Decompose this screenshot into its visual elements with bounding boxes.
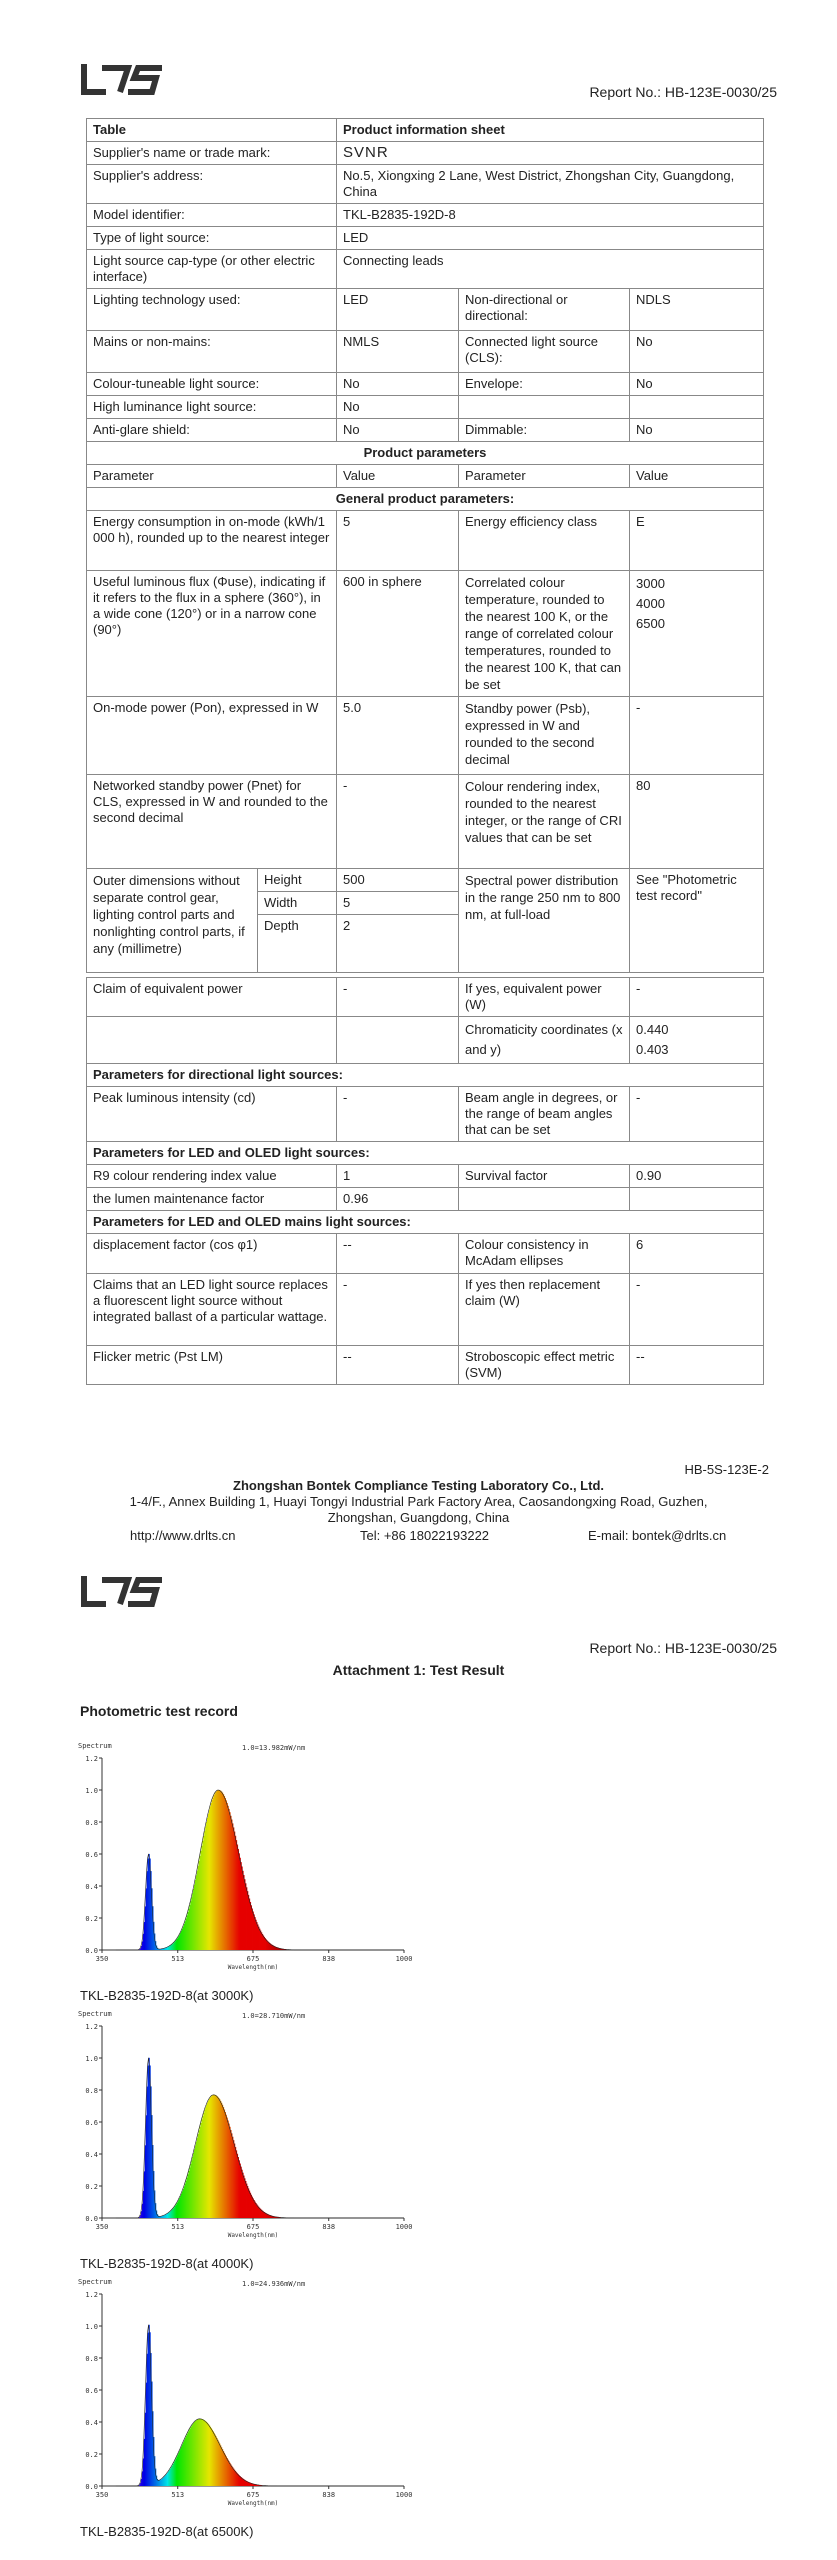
table-row [87, 396, 764, 419]
colour-consistency: 6 [630, 1234, 764, 1274]
spectrum-caption: TKL-B2835-192D-8(at 6500K) [80, 2524, 254, 2539]
table-row [87, 142, 764, 165]
light-type-label: Type of light source: [87, 227, 337, 250]
depth-value: 2 [337, 915, 459, 973]
product-information-table [86, 118, 764, 1385]
x-axis-label: Wavelength(nm) [227, 2500, 279, 2507]
y-tick-label: 1.2 [85, 1755, 98, 1763]
y-axis-label: Spectrum [78, 2278, 112, 2286]
standby-power: - [630, 697, 764, 775]
table-row [87, 1274, 764, 1346]
y-tick-label: 1.0 [85, 2055, 98, 2063]
x-tick-label: 838 [322, 2491, 336, 2499]
peak-intensity: - [337, 1087, 459, 1142]
y-tick-label: 0.2 [85, 1915, 98, 1923]
x-tick-label: 1000 [395, 1955, 413, 1963]
empty-cell [459, 1188, 630, 1211]
x-tick-label: 350 [95, 1955, 109, 1963]
email: E-mail: bontek@drlts.cn [588, 1528, 727, 1543]
empty-cell [337, 1017, 459, 1064]
equivalent-w-label: If yes, equivalent power (W) [459, 978, 630, 1017]
x-tick-label: 350 [95, 2223, 109, 2231]
lighting-tech-label: Lighting technology used: [87, 289, 337, 331]
photometric-title: Photometric test record [80, 1703, 238, 1719]
spectrum-caption: TKL-B2835-192D-8(at 3000K) [80, 1988, 254, 2003]
x-tick-label: 675 [246, 1955, 260, 1963]
fluorescent-claim: - [337, 1274, 459, 1346]
cri-label: Colour rendering index, rounded to the nearest integer, or the range of CRI values that can be set [459, 775, 630, 869]
supplier-address: No.5, Xiongxing 2 Lane, West District, Zhongshan City, Guangdong, China [337, 165, 764, 204]
y-tick-label: 0.8 [85, 1819, 98, 1827]
table-row [87, 1211, 764, 1234]
y-axis-label: Spectrum [78, 2010, 112, 2018]
flicker-value: -- [337, 1346, 459, 1385]
table-row [87, 250, 764, 289]
empty-cell [630, 1188, 764, 1211]
envelope-value: No [630, 373, 764, 396]
mains-label: Mains or non-mains: [87, 331, 337, 373]
y-tick-label: 0.6 [85, 2119, 98, 2127]
lumen-maintenance-label: the lumen maintenance factor [87, 1188, 337, 1211]
table-row [87, 204, 764, 227]
chromaticity-values [630, 1017, 764, 1064]
table-row [87, 571, 764, 697]
spd-value: See "Photometric test record" [630, 869, 764, 973]
model-label: Model identifier: [87, 204, 337, 227]
parameter-header: Parameter [87, 465, 337, 488]
general-parameters-heading: General product parameters: [87, 488, 764, 511]
cri-value: 80 [630, 775, 764, 869]
lighting-tech: LED [337, 289, 459, 331]
beam-angle-label: Beam angle in degrees, or the range of beam angles that can be set [459, 1087, 630, 1142]
table-row [87, 419, 764, 442]
company-logo [80, 60, 166, 96]
colour-consistency-label: Colour consistency in McAdam ellipses [459, 1234, 630, 1274]
replacement-claim-label: If yes then replacement claim (W) [459, 1274, 630, 1346]
x-tick-label: 513 [171, 1955, 185, 1963]
lumen-maintenance: 0.96 [337, 1188, 459, 1211]
directional-value: NDLS [630, 289, 764, 331]
energy-consumption-label: Energy consumption in on-mode (kWh/1 000 h), rounded up to the nearest integer [87, 511, 337, 571]
supplier-address-label: Supplier's address: [87, 165, 337, 204]
led-parameters-heading: Parameters for LED and OLED light sources: [87, 1142, 764, 1165]
dimmable-value: No [630, 419, 764, 442]
table-row [87, 373, 764, 396]
x-axis-label: Wavelength(nm) [227, 2232, 279, 2239]
x-tick-label: 513 [171, 2491, 185, 2499]
flicker-label: Flicker metric (Pst LM) [87, 1346, 337, 1385]
depth-label: Depth [258, 915, 337, 973]
x-tick-label: 1000 [395, 2491, 413, 2499]
tuneable-label: Colour-tuneable light source: [87, 373, 337, 396]
cct-values [630, 571, 764, 697]
chart-scale-label: 1.0=13.982mW/nm [242, 1744, 306, 1752]
table-row [87, 165, 764, 204]
empty-cell [87, 1017, 337, 1064]
table-row [87, 1188, 764, 1211]
svm-label: Stroboscopic effect metric (SVM) [459, 1346, 630, 1385]
envelope-label: Envelope: [459, 373, 630, 396]
dimmable-label: Dimmable: [459, 419, 630, 442]
x-tick-label: 675 [246, 2223, 260, 2231]
table-row [87, 119, 764, 142]
luminous-flux: 600 in sphere [337, 571, 459, 697]
energy-consumption: 5 [337, 511, 459, 571]
table-row [87, 331, 764, 373]
x-tick-label: 838 [322, 2223, 336, 2231]
chart-scale-label: 1.0=28.710mW/nm [242, 2012, 306, 2020]
y-tick-label: 1.2 [85, 2023, 98, 2031]
company-name: Zhongshan Bontek Compliance Testing Laboratory Co., Ltd. [233, 1478, 604, 1493]
cls-label: Connected light source (CLS): [459, 331, 630, 373]
report-number: Report No.: HB-123E-0030/25 [589, 1640, 777, 1656]
luminous-flux-label: Useful luminous flux (Φuse), indicating if it refers to the flux in a sphere (360°), in a wide cone (120°) or in a narrow cone (90°) [87, 571, 337, 697]
table-row [87, 775, 764, 869]
mains-value: NMLS [337, 331, 459, 373]
table-row [87, 697, 764, 775]
y-tick-label: 1.0 [85, 1787, 98, 1795]
x-tick-label: 513 [171, 2223, 185, 2231]
cct-label: Correlated colour temperature, rounded to the nearest 100 K, or the range of correlated colour temperatures, rounded to the nearest 100 K, that can be set [459, 571, 630, 697]
supplier-name-label: Supplier's name or trade mark: [87, 142, 337, 165]
table-row [87, 227, 764, 250]
survival-value: 0.90 [630, 1165, 764, 1188]
chromaticity-x: 0.440 [636, 1022, 669, 1037]
x-tick-label: 675 [246, 2491, 260, 2499]
efficiency-class-label: Energy efficiency class [459, 511, 630, 571]
spectrum-caption: TKL-B2835-192D-8(at 4000K) [80, 2256, 254, 2271]
y-tick-label: 0.0 [85, 1947, 98, 1955]
spectrum-chart-4000k [74, 2008, 414, 2248]
r9-label: R9 colour rendering index value [87, 1165, 337, 1188]
company-logo [80, 1572, 166, 1608]
chromaticity-label: Chromaticity coordinates (x and y) [459, 1017, 630, 1064]
cct-value: 6500 [636, 616, 665, 631]
fluorescent-claim-label: Claims that an LED light source replaces a fluorescent light source without integrated ballast of a particular wattage. [87, 1274, 337, 1346]
cct-value: 4000 [636, 596, 665, 611]
table-row [87, 978, 764, 1017]
peak-intensity-label: Peak luminous intensity (cd) [87, 1087, 337, 1142]
table-row [87, 1087, 764, 1142]
standby-power-label: Standby power (Psb), expressed in W and rounded to the second decimal [459, 697, 630, 775]
replacement-claim: - [630, 1274, 764, 1346]
beam-angle: - [630, 1087, 764, 1142]
survival-label: Survival factor [459, 1165, 630, 1188]
cap-type: Connecting leads [337, 250, 764, 289]
y-tick-label: 0.4 [85, 2419, 98, 2427]
attachment-title: Attachment 1: Test Result [332, 1662, 505, 1678]
spectrum-line [116, 2325, 404, 2486]
table-row [87, 1017, 764, 1064]
y-tick-label: 0.2 [85, 2183, 98, 2191]
y-tick-label: 0.6 [85, 1851, 98, 1859]
empty-cell [459, 396, 630, 419]
high-luminance-value: No [337, 396, 459, 419]
spectrum-chart-6500k [74, 2276, 414, 2516]
product-parameters-heading: Product parameters [87, 442, 764, 465]
y-tick-label: 0.8 [85, 2087, 98, 2095]
table-row [87, 442, 764, 465]
spectrum-area [139, 1790, 286, 1950]
y-tick-label: 0.2 [85, 2451, 98, 2459]
on-mode-power-label: On-mode power (Pon), expressed in W [87, 697, 337, 775]
model-identifier: TKL-B2835-192D-8 [337, 204, 764, 227]
y-tick-label: 1.2 [85, 2291, 98, 2299]
cls-value: No [630, 331, 764, 373]
equivalent-w: - [630, 978, 764, 1017]
spectrum-line [116, 1790, 404, 1950]
height-value: 500 [337, 869, 459, 892]
directional-parameters-heading: Parameters for directional light sources: [87, 1064, 764, 1087]
table-row [87, 488, 764, 511]
spectrum-chart-3000k [74, 1740, 414, 1980]
table-row [87, 1346, 764, 1385]
empty-cell [630, 396, 764, 419]
telephone: Tel: +86 18022193222 [360, 1528, 490, 1543]
x-tick-label: 1000 [395, 2223, 413, 2231]
outer-dimensions-label: Outer dimensions without separate control gear, lighting control parts and nonlighting control parts, if any (millimetre) [87, 869, 258, 973]
directional-label: Non-directional or directional: [459, 289, 630, 331]
table-row [87, 511, 764, 571]
y-tick-label: 0.4 [85, 2151, 98, 2159]
sheet-heading: Product information sheet [337, 119, 764, 142]
value-header: Value [337, 465, 459, 488]
equivalent-power: - [337, 978, 459, 1017]
width-label: Width [258, 892, 337, 915]
website-link[interactable]: http://www.drlts.cn [130, 1528, 236, 1543]
antiglare-value: No [337, 419, 459, 442]
y-tick-label: 0.4 [85, 1883, 98, 1891]
y-tick-label: 0.0 [85, 2215, 98, 2223]
displacement-label: displacement factor (cos φ1) [87, 1234, 337, 1274]
spd-label: Spectral power distribution in the range 250 nm to 800 nm, at full-load [459, 869, 630, 973]
networked-standby: - [337, 775, 459, 869]
table-row [87, 1165, 764, 1188]
on-mode-power: 5.0 [337, 697, 459, 775]
spectrum-area [139, 2058, 281, 2218]
spectrum-area [139, 2325, 262, 2486]
company-address-line-2: Zhongshan, Guangdong, China [327, 1510, 510, 1525]
x-tick-label: 838 [322, 1955, 336, 1963]
table-row [87, 869, 764, 892]
tuneable-value: No [337, 373, 459, 396]
table-row [87, 289, 764, 331]
y-tick-label: 0.0 [85, 2483, 98, 2491]
table-heading: Table [87, 119, 337, 142]
parameter-header: Parameter [459, 465, 630, 488]
cap-type-label: Light source cap-type (or other electric interface) [87, 250, 337, 289]
spectrum-line [116, 2058, 404, 2218]
efficiency-class: E [630, 511, 764, 571]
supplier-name: SVNR [337, 142, 764, 165]
light-type: LED [337, 227, 764, 250]
y-tick-label: 0.6 [85, 2387, 98, 2395]
led-mains-parameters-heading: Parameters for LED and OLED mains light sources: [87, 1211, 764, 1234]
chart-scale-label: 1.0=24.936mW/nm [242, 2280, 306, 2288]
table-row [87, 1064, 764, 1087]
displacement-value: -- [337, 1234, 459, 1274]
report-number: Report No.: HB-123E-0030/25 [589, 84, 777, 100]
high-luminance-label: High luminance light source: [87, 396, 337, 419]
cct-value: 3000 [636, 576, 665, 591]
form-code: HB-5S-123E-2 [684, 1462, 769, 1477]
x-axis-label: Wavelength(nm) [227, 1964, 279, 1971]
svm-value: -- [630, 1346, 764, 1385]
table-row [87, 1234, 764, 1274]
networked-standby-label: Networked standby power (Pnet) for CLS, expressed in W and rounded to the second decimal [87, 775, 337, 869]
y-tick-label: 0.8 [85, 2355, 98, 2363]
r9-value: 1 [337, 1165, 459, 1188]
company-address-line-1: 1-4/F., Annex Building 1, Huayi Tongyi Industrial Park Factory Area, Caosandongxing Road, Guzhen, [129, 1494, 708, 1509]
table-row [87, 1142, 764, 1165]
x-tick-label: 350 [95, 2491, 109, 2499]
y-tick-label: 1.0 [85, 2323, 98, 2331]
y-axis-label: Spectrum [78, 1742, 112, 1750]
equivalent-power-label: Claim of equivalent power [87, 978, 337, 1017]
table-row [87, 465, 764, 488]
antiglare-label: Anti-glare shield: [87, 419, 337, 442]
height-label: Height [258, 869, 337, 892]
width-value: 5 [337, 892, 459, 915]
chromaticity-y: 0.403 [636, 1042, 669, 1057]
value-header: Value [630, 465, 764, 488]
